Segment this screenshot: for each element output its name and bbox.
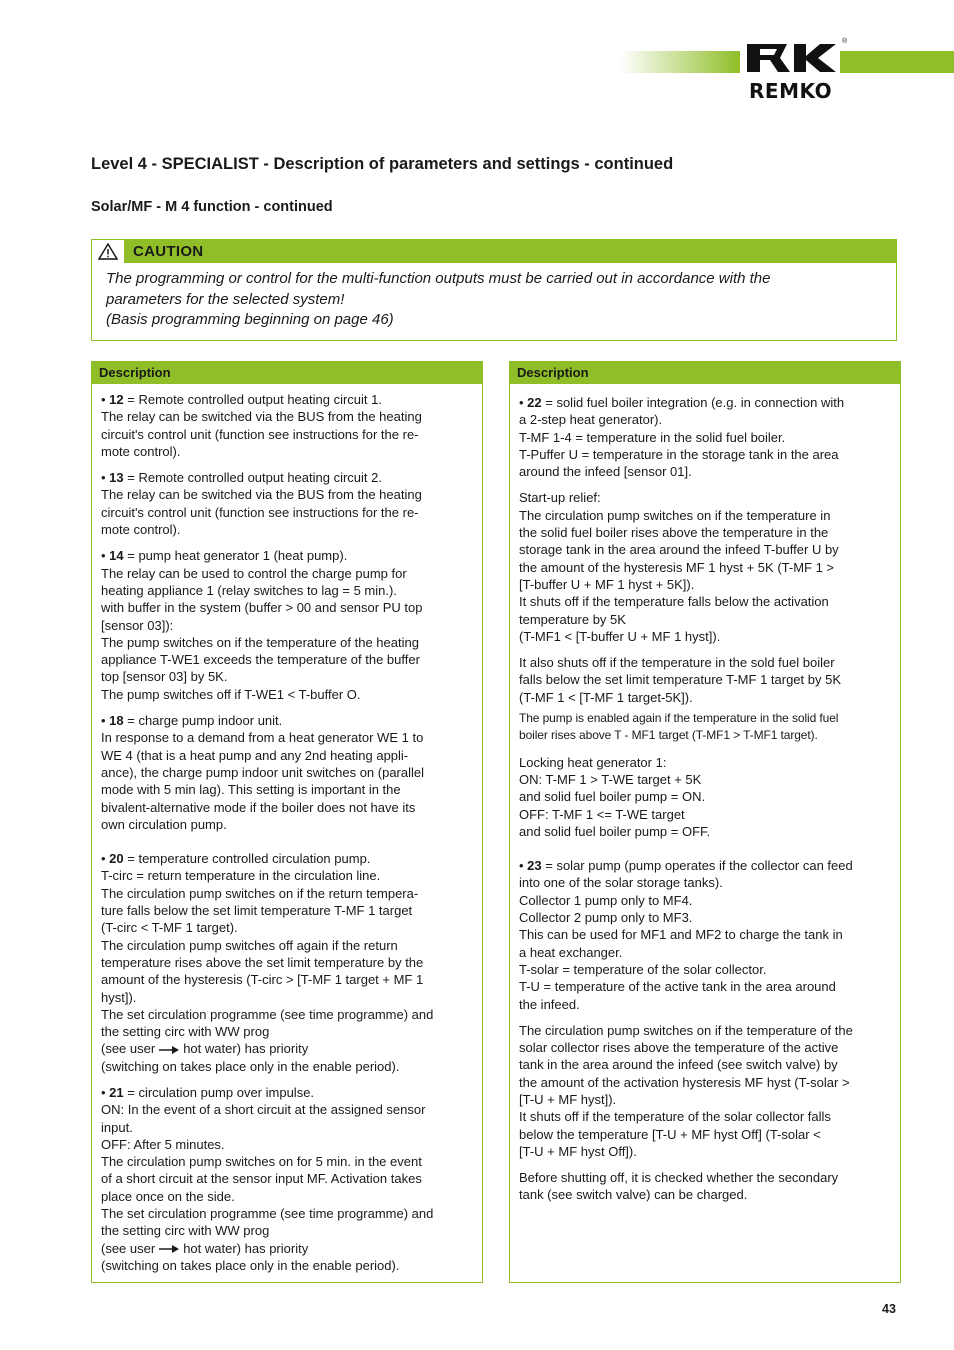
param-text: (see user: [101, 1240, 156, 1256]
param-line: The circulation pump switches on for 5 min. in the event: [101, 1154, 422, 1170]
param-text: hot water) has priority: [183, 1240, 309, 1256]
column-header: Description: [92, 362, 482, 384]
param-line: storage tank in the area around the infeed T-buffer U by: [519, 542, 839, 558]
param-line: The set circulation programme (see time programme) and: [101, 1006, 434, 1022]
param-line: [T-U + MF hyst]).: [519, 1091, 617, 1107]
param-line: heating appliance 1 (relay switches to lag = 5 min.).: [101, 582, 397, 598]
param-line: the amount of the activation hysteresis MF hyst (T-solar >: [519, 1074, 850, 1090]
param-line: Before shutting off, it is checked whether the secondary: [519, 1170, 839, 1186]
param-line: ON: In the event of a short circuit at the assigned sensor: [101, 1102, 426, 1118]
param-line: This can be used for MF1 and MF2 to charge the tank in: [519, 927, 843, 943]
param-22: • 22 = solid fuel boiler integration (e.g. in connection with a 2-step heat generator). T-MF 1-4 = temperature in the solid fuel boiler. T-Puffer U = temperature in the storage tank in the area around the infeed [sensor 01].: [519, 394, 892, 480]
remko-logo-text: REMKO: [749, 79, 833, 103]
param-line: T-Puffer U = temperature in the storage tank in the area: [519, 446, 839, 462]
header-accent-bar-right: [840, 51, 954, 73]
param-text: = Remote controlled output heating circuit 2.: [123, 470, 382, 486]
param-line: The pump is enabled again if the temperature in the solid fuel: [519, 711, 839, 726]
param-line: and solid fuel boiler pump = ON.: [519, 789, 706, 805]
column-body: [92, 384, 482, 1274]
arrow-right-icon: [158, 1244, 180, 1254]
param-line: In response to a demand from a heat generator WE 1 to: [101, 730, 424, 746]
param-line: WE 4 (that is a heat pump and any 2nd heating appli-: [101, 747, 409, 763]
param-line: T-U = temperature of the active tank in the area around: [519, 979, 836, 995]
param-text: = pump heat generator 1 (heat pump).: [123, 548, 348, 564]
param-line: Locking heat generator 1:: [519, 754, 667, 770]
param-line: OFF: T-MF 1 <= T-WE target: [519, 806, 685, 822]
param-line: (switching on takes place only in the enable period).: [101, 1058, 400, 1074]
page-title: Level 4 - SPECIALIST - Description of parameters and settings - continued: [91, 155, 674, 173]
param-number: 23: [527, 858, 542, 874]
param-number: 14: [109, 548, 124, 564]
param-line: temperature rises above the set limit temperature by the: [101, 954, 424, 970]
caution-line: (Basis programming beginning on page 46): [106, 311, 394, 328]
param-text: = solid fuel boiler integration (e.g. in connection with: [541, 395, 845, 410]
param-text: (see user: [101, 1041, 156, 1057]
param-line: of a short circuit at the sensor input MF. Activation takes: [101, 1171, 422, 1187]
param-number: 12: [109, 392, 124, 407]
param-line: top [sensor 03] by 5K.: [101, 669, 228, 685]
param-line: The set circulation programme (see time programme) and: [101, 1206, 434, 1222]
param-line: temperature by 5K: [519, 611, 626, 627]
param-line: Collector 2 pump only to MF3.: [519, 910, 693, 926]
param-line: The pump switches on if the temperature of the heating: [101, 634, 419, 650]
param-line: circuit's control unit (function see instructions for the re-: [101, 504, 419, 520]
param-line: the setting circ with WW prog: [101, 1024, 270, 1040]
param-line: It shuts off if the temperature falls below the activation: [519, 594, 829, 610]
param-line: T-circ = return temperature in the circulation line.: [101, 868, 381, 884]
param-text: = solar pump (pump operates if the collector can feed: [541, 858, 853, 874]
param-14: • 14 = pump heat generator 1 (heat pump). The relay can be used to control the charge pump for heating appliance 1 (relay switches to lag = 5 min.). with buffer in the system (buffer > 00 and sensor PU top [sensor 03]): The pump switches on if the temperature of the heating appliance T-WE1 exceeds the temperature of the buffer top [sensor 03] by 5K. The pump switches off if T-WE1 < T-buffer O.: [101, 547, 474, 703]
param-line: bivalent-alternative mode if the boiler does not have its: [101, 799, 416, 815]
warning-icon: [92, 240, 125, 263]
param-line: tank (see switch valve) can be charged.: [519, 1187, 748, 1203]
param-line: hyst]).: [101, 989, 137, 1005]
param-line: Collector 1 pump only to MF4.: [519, 892, 693, 908]
page-number: 43: [882, 1302, 896, 1316]
param-line: input.: [101, 1119, 133, 1135]
param-21: • 21 = circulation pump over impulse. ON: In the event of a short circuit at the assigned sensor input. OFF: After 5 minutes. The circulation pump switches on for 5 min. in the event of a short circuit at the sensor input MF. Activation takes place once on the side. The set circulation programme (see time programme) and the setting circ with WW prog (see user hot water) has priority (switching on takes place only in the enable period).: [101, 1084, 474, 1274]
caution-box: [91, 239, 897, 341]
param-text: = Remote controlled output heating circuit 1.: [123, 392, 382, 407]
param-line: OFF: After 5 minutes.: [101, 1136, 225, 1152]
param-20: • 20 = temperature controlled circulation pump. T-circ = return temperature in the circulation line. The circulation pump switches on if the return tempera- ture falls below the set limit temperature T-MF 1 target (T-circ < T-MF 1 target). The circulation pump switches off again if the return temperature rises above the set limit temperature by the amount of the hysteresis (T-circ > [T-MF 1 target + MF 1 hyst]). The set circulation programme (see time programme) and the setting circ with WW prog (see user hot water) has priority (switching on takes place only in the enable period).: [101, 850, 474, 1075]
param-line: [T-U + MF hyst Off]).: [519, 1143, 637, 1159]
section-subtitle: Solar/MF - M 4 function - continued: [91, 199, 333, 215]
param-line: a 2-step heat generator).: [519, 412, 663, 428]
param-line: The circulation pump switches off again if the return: [101, 937, 398, 953]
enabled-text: [519, 710, 892, 745]
param-line: (T-MF 1 < [T-MF 1 target-5K]).: [519, 689, 693, 705]
param-line: It shuts off if the temperature of the solar collector falls: [519, 1109, 831, 1125]
caution-line: parameters for the selected system!: [106, 290, 345, 308]
registered-mark: ®: [842, 38, 848, 45]
param-line: ance), the charge pump indoor unit switches on (parallel: [101, 764, 425, 780]
param-number: 20: [109, 851, 124, 867]
before-shutoff-text: [519, 1169, 892, 1204]
param-line: The pump switches off if T-WE1 < T-buffer O.: [101, 686, 361, 702]
param-line: mode with 5 min lag). This setting is important in the: [101, 782, 401, 798]
param-line: The circulation pump switches on if the return tempera-: [101, 885, 419, 901]
param-text: hot water) has priority: [183, 1041, 309, 1057]
locking-heat-generator: [519, 754, 892, 840]
param-line: amount of the hysteresis (T-circ > [T-MF 1 target + MF 1: [101, 972, 424, 988]
caution-title: CAUTION: [133, 243, 204, 260]
param-line: the setting circ with WW prog: [101, 1223, 270, 1239]
param-23: • 23 = solar pump (pump operates if the collector can feed into one of the solar storage tanks). Collector 1 pump only to MF4. Collector 2 pump only to MF3. This can be used for MF1 and MF2 to charge the tank in a heat exchanger. T-solar = temperature of the solar collector. T-U = temperature of the active tank in the area around the infeed.: [519, 857, 892, 1013]
caution-header: [92, 240, 896, 263]
param-line: place once on the side.: [101, 1188, 235, 1204]
param-line: (T-MF1 < [T-buffer U + MF 1 hyst]).: [519, 628, 721, 644]
param-line: The circulation pump switches on if the temperature of the: [519, 1022, 853, 1038]
param-line: The relay can be used to control the charge pump for: [101, 565, 407, 581]
param-line: [T-buffer U + MF 1 hyst + 5K]).: [519, 576, 695, 592]
param-line: with buffer in the system (buffer > 00 and sensor PU top: [101, 600, 423, 616]
caution-line: The programming or control for the multi-function outputs must be carried out in accordance with the: [106, 270, 771, 287]
param-line: Start-up relief:: [519, 490, 601, 506]
param-line: below the temperature [T-U + MF hyst Off] (T-solar <: [519, 1126, 821, 1142]
param-line: and solid fuel boiler pump = OFF.: [519, 823, 711, 839]
param-line: (T-circ < T-MF 1 target).: [101, 920, 238, 936]
param-line: The relay can be switched via the BUS from the heating: [101, 409, 422, 425]
param-line: The relay can be switched via the BUS from the heating: [101, 487, 422, 503]
startup-relief: [519, 489, 892, 645]
param-number: 21: [109, 1084, 124, 1100]
param-line: into one of the solar storage tanks).: [519, 875, 723, 891]
param-line: T-MF 1-4 = temperature in the solid fuel boiler.: [519, 429, 786, 445]
param-line: a heat exchanger.: [519, 944, 623, 960]
param-line: around the infeed [sensor 01].: [519, 464, 692, 480]
param-line: The circulation pump switches on if the temperature in: [519, 507, 831, 523]
param-line: the infeed.: [519, 996, 580, 1012]
param-line: solar collector rises above the temperature of the active: [519, 1040, 839, 1056]
param-text: = charge pump indoor unit.: [123, 713, 283, 729]
param-number: 13: [109, 470, 124, 486]
param-line: mote control).: [101, 522, 181, 538]
param-13: • 13 = Remote controlled output heating circuit 2. The relay can be switched via the BUS from the heating circuit's control unit (function see instructions for the re- mote control).: [101, 469, 474, 538]
param-line: falls below the set limit temperature T-MF 1 target by 5K: [519, 672, 842, 688]
param-line: tank in the area around the infeed (see switch valve) by: [519, 1057, 838, 1073]
arrow-right-icon: [158, 1045, 180, 1055]
param-line: mote control).: [101, 443, 181, 459]
caution-text: [92, 263, 896, 331]
description-column-right: [509, 361, 901, 1283]
param-line: T-solar = temperature of the solar collector.: [519, 961, 767, 977]
param-line: It also shuts off if the temperature in the sold fuel boiler: [519, 655, 835, 671]
param-line: circuit's control unit (function see instructions for the re-: [101, 426, 419, 442]
description-column-left: [91, 361, 483, 1283]
param-line: appliance T-WE1 exceeds the temperature of the buffer: [101, 652, 420, 668]
param-line: boiler rises above T - MF1 target (T-MF1 > T-MF1 target).: [519, 728, 818, 743]
column-header: Description: [510, 362, 900, 384]
param-text: = circulation pump over impulse.: [123, 1084, 315, 1100]
param-line: the solid fuel boiler rises above the temperature in the: [519, 525, 829, 541]
header-accent-bar: [620, 51, 740, 73]
column-body: [510, 384, 900, 1204]
param-line: ON: T-MF 1 > T-WE target + 5K: [519, 771, 702, 787]
param-text: = temperature controlled circulation pump.: [123, 851, 371, 867]
param-line: own circulation pump.: [101, 816, 227, 832]
param-line: [sensor 03]):: [101, 617, 174, 633]
param-line: (switching on takes place only in the enable period).: [101, 1257, 400, 1273]
shutoff-text: [519, 654, 892, 706]
param-number: 22: [527, 395, 542, 410]
param-line: ture falls below the set limit temperature T-MF 1 target: [101, 903, 413, 919]
param-line: the amount of the hysteresis MF 1 hyst + 5K (T-MF 1 >: [519, 559, 835, 575]
circulation-text: [519, 1022, 892, 1160]
param-18: • 18 = charge pump indoor unit. In response to a demand from a heat generator WE 1 to WE 4 (that is a heat pump and any 2nd heating appli- ance), the charge pump indoor unit switches on (parallel mode with 5 min lag). This setting is important in the bivalent-alternative mode if the boiler does not have its own circulation pump.: [101, 712, 474, 833]
param-number: 18: [109, 713, 124, 729]
param-12: • 12 = Remote controlled output heating circuit 1. The relay can be switched via the BUS from the heating circuit's control unit (function see instructions for the re- mote control).: [101, 391, 474, 460]
